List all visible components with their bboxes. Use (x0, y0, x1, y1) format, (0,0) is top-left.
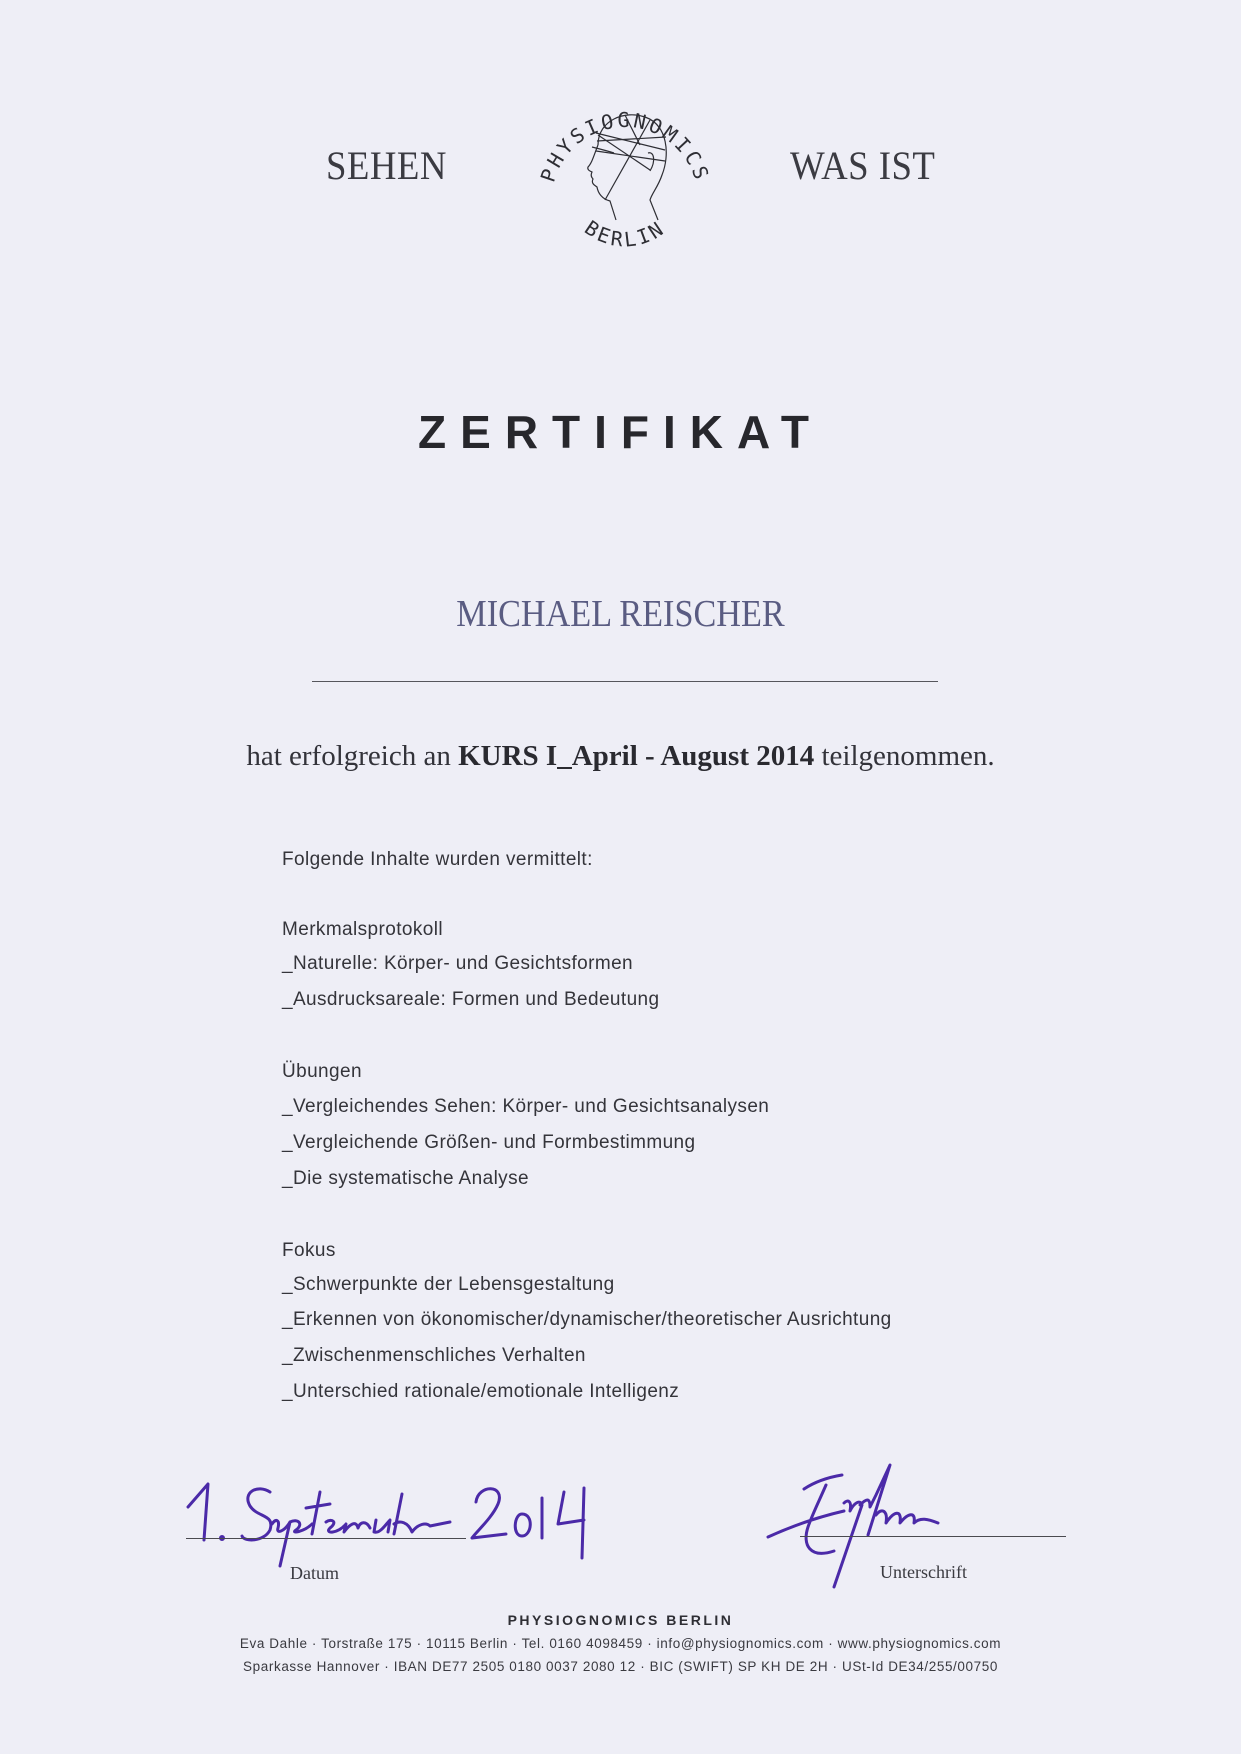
list-item: _Ausdrucksareale: Formen und Bedeutung (282, 989, 660, 1010)
completion-statement (0, 740, 1241, 773)
list-item: _Zwischenmenschliches Verhalten (282, 1345, 586, 1366)
motto-right: WAS IST (790, 143, 936, 188)
list-item: _Naturelle: Körper- und Gesichtsformen (282, 953, 634, 974)
course-name: KURS I_April - August 2014 (458, 740, 815, 772)
section-heading: Übungen (282, 1061, 362, 1082)
footer-bank-details: Sparkasse Hannover · IBAN DE77 2505 0180 0037 2080 12 · BIC (SWIFT) SP KH DE 2H · USt-Id DE34/255/00750 (243, 1659, 998, 1674)
svg-text:PHYSIOGNOMICS (536, 108, 715, 185)
signature-line (800, 1536, 1066, 1537)
content-intro: Folgende Inhalte wurden vermittelt: (282, 849, 593, 870)
list-item: _Vergleichende Größen- und Formbestimmung (282, 1132, 696, 1153)
list-item: _Vergleichendes Sehen: Körper- und Gesichtsanalysen (282, 1096, 770, 1117)
motto-left: SEHEN (326, 143, 447, 188)
recipient-name: MICHAEL REISCHER (456, 593, 785, 635)
date-line (186, 1538, 466, 1539)
signature-label: Unterschrift (880, 1562, 967, 1582)
certificate-title: ZERTIFIKAT (418, 406, 823, 458)
statement-prefix: hat erfolgreich an (246, 740, 459, 772)
footer-contact: Eva Dahle · Torstraße 175 · 10115 Berlin · Tel. 0160 4098459 · info@physiognomics.com · www.physiognomics.com (239, 1636, 1002, 1651)
list-item: _Unterschied rationale/emotionale Intelligenz (282, 1381, 680, 1402)
date-label: Datum (290, 1563, 339, 1583)
handwritten-date-icon (180, 1462, 620, 1572)
svg-text:BERLIN (580, 215, 669, 251)
logo-arc-text-top: PHYSIOGNOMICS (535, 108, 715, 186)
list-item: _Erkennen von ökonomischer/dynamischer/theoretischer Ausrichtung (282, 1309, 892, 1330)
physiognomics-logo-icon (530, 75, 720, 255)
logo-arc-text-bottom: BERLIN (580, 215, 670, 252)
section-heading: Fokus (282, 1240, 336, 1261)
statement-suffix: teilgenommen. (814, 740, 995, 772)
footer-organization: PHYSIOGNOMICS BERLIN (507, 1612, 734, 1628)
list-item: _Die systematische Analyse (282, 1168, 529, 1189)
list-item: _Schwerpunkte der Lebensgestaltung (282, 1274, 615, 1295)
section-heading: Merkmalsprotokoll (282, 919, 443, 940)
recipient-underline (312, 681, 938, 682)
